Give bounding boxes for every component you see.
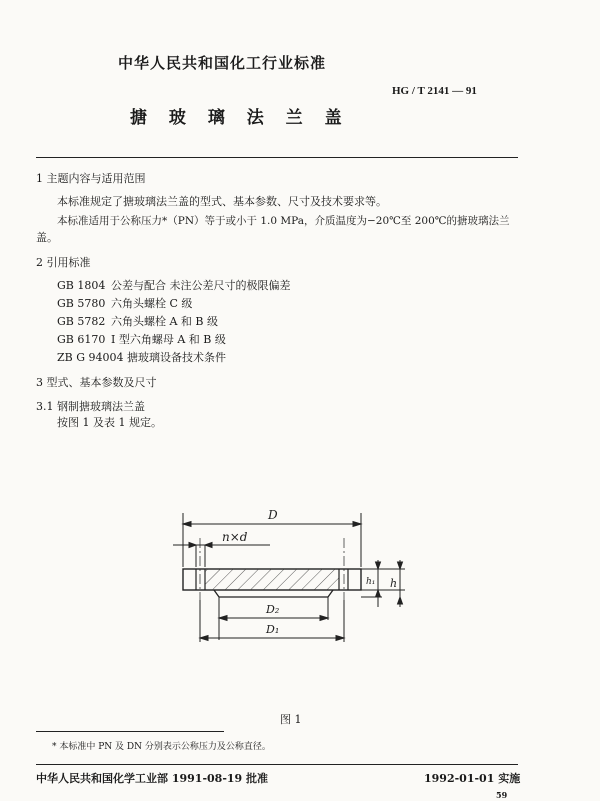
footnote-divider <box>36 731 224 732</box>
reference-title: 六角头螺栓 C 级 <box>111 297 193 310</box>
reference-code: GB 1804 <box>57 279 106 292</box>
label-h1: h₁ <box>366 577 376 587</box>
raised-face <box>214 590 333 597</box>
arrowhead <box>336 636 344 641</box>
arrowhead <box>183 522 191 527</box>
reference-code: GB 6170 <box>57 333 106 346</box>
section-1-paragraph-1: 本标准规定了搪玻璃法兰盖的型式、基本参数、尺寸及技术要求等。 <box>57 195 387 208</box>
effective-date: 1992-01-01 实施 <box>424 772 521 785</box>
reference-code: GB 5780 <box>57 297 106 310</box>
arrowhead <box>205 543 212 548</box>
reference-title: 搪玻璃设备技术条件 <box>127 351 226 364</box>
arrowhead <box>376 590 381 597</box>
reference-title: I 型六角螺母 A 和 B 级 <box>111 333 226 346</box>
arrowhead <box>219 616 227 621</box>
arrowhead <box>398 562 403 569</box>
section-3-heading: 3 型式、基本参数及尺寸 <box>36 376 157 389</box>
arrowhead <box>398 597 403 604</box>
document-title: 搪 玻 璃 法 兰 盖 <box>130 108 350 128</box>
label-D2: D₂ <box>266 603 280 616</box>
section-1-paragraph-2: 本标准适用于公称压力*（PN）等于或小于 1.0 MPa，介质温度为−20℃至 200℃的搪玻璃法兰 <box>57 215 510 227</box>
arrowhead <box>320 616 328 621</box>
organization-title: 中华人民共和国化工行业标准 <box>118 54 327 72</box>
approval-line: 中华人民共和国化学工业部 1991-08-19 批准 <box>36 772 269 785</box>
label-D1: D₁ <box>266 623 280 636</box>
arrowhead <box>376 562 381 569</box>
arrowhead <box>189 543 196 548</box>
label-D: D <box>268 508 278 522</box>
reference-title: 公差与配合 未注公差尺寸的极限偏差 <box>111 279 291 292</box>
standard-code: HG / T 2141 — 91 <box>392 85 477 97</box>
label-nxd: n×d <box>222 530 248 544</box>
section-2-heading: 2 引用标准 <box>36 256 91 269</box>
section-1-heading: 1 主题内容与适用范围 <box>36 172 146 185</box>
arrowhead <box>200 636 208 641</box>
page-number: 59 <box>496 790 508 800</box>
section-1-paragraph-2-cont: 盖。 <box>36 231 58 244</box>
label-h: h <box>390 577 398 590</box>
figure-caption: 图 1 <box>280 713 302 726</box>
arrowhead <box>353 522 361 527</box>
reference-code: GB 5782 <box>57 315 106 328</box>
footer-divider <box>36 764 518 765</box>
section-3-1-text: 按图 1 及表 1 规定。 <box>57 416 162 429</box>
section-3-1-heading: 3.1 钢制搪玻璃法兰盖 <box>36 400 145 413</box>
reference-code: ZB G 94004 <box>57 351 124 364</box>
reference-title: 六角头螺栓 A 和 B 级 <box>111 315 219 328</box>
section-hatch <box>205 569 339 590</box>
footnote: * 本标准中 PN 及 DN 分别表示公称压力及公称直径。 <box>52 742 271 752</box>
